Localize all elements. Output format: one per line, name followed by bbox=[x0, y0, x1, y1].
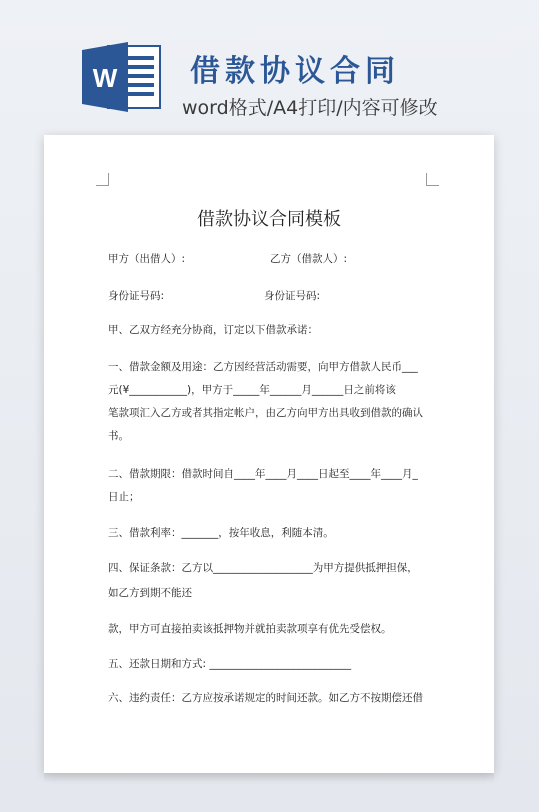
svg-text:W: W bbox=[92, 63, 118, 93]
clause-1-line: 元(¥___________)，甲方于_____年______月______日之前将该 bbox=[108, 384, 396, 396]
clause-3: 三、借款利率：_______，按年收息，利随本清。 bbox=[108, 527, 334, 539]
crop-mark-top-right bbox=[426, 173, 439, 186]
party-a-id-label: 身份证号码: bbox=[108, 290, 165, 302]
party-b-id-label: 身份证号码: bbox=[264, 290, 321, 302]
document-page bbox=[44, 135, 494, 773]
clause-1-line: 笔款项汇入乙方或者其指定帐户，由乙方向甲方出具收到借款的确认 bbox=[108, 407, 423, 419]
party-a-label: 甲方（出借人）: bbox=[108, 253, 186, 265]
party-b-label: 乙方（借款人）: bbox=[270, 253, 348, 265]
clause-6: 六、违约责任：乙方应按承诺规定的时间还款。如乙方不按期偿还借 bbox=[108, 692, 423, 704]
clause-4-line: 款，甲方可直接拍卖该抵押物并就拍卖款项享有优先受偿权。 bbox=[108, 623, 392, 635]
clause-1-line: 书。 bbox=[108, 430, 129, 442]
clause-2-line: 日止； bbox=[108, 491, 140, 503]
page-shadow bbox=[44, 773, 494, 783]
word-logo-icon bbox=[82, 40, 162, 114]
clause-2-line: 二、借款期限：借款时间自____年____月____日起至____年____月_ bbox=[108, 468, 418, 480]
intro-paragraph: 甲、乙双方经充分协商，订定以下借款承诺： bbox=[108, 324, 318, 336]
crop-mark-top-left bbox=[96, 173, 109, 186]
header bbox=[0, 0, 539, 130]
document-title: 借款协议合同模板 bbox=[197, 209, 341, 230]
clause-4-line: 如乙方到期不能还 bbox=[108, 587, 192, 599]
clause-5: 五、还款日期和方式: ___________________________ bbox=[108, 658, 352, 670]
clause-1-line: 一、借款金额及用途：乙方因经营活动需要，向甲方借款人民币___ bbox=[108, 361, 418, 373]
page-subtitle: word格式/A4打印/内容可修改 bbox=[182, 97, 438, 119]
clause-4-line: 四、保证条款：乙方以___________________为甲方提供抵押担保， bbox=[108, 562, 418, 574]
page-title: 借款协议合同 bbox=[190, 54, 400, 89]
